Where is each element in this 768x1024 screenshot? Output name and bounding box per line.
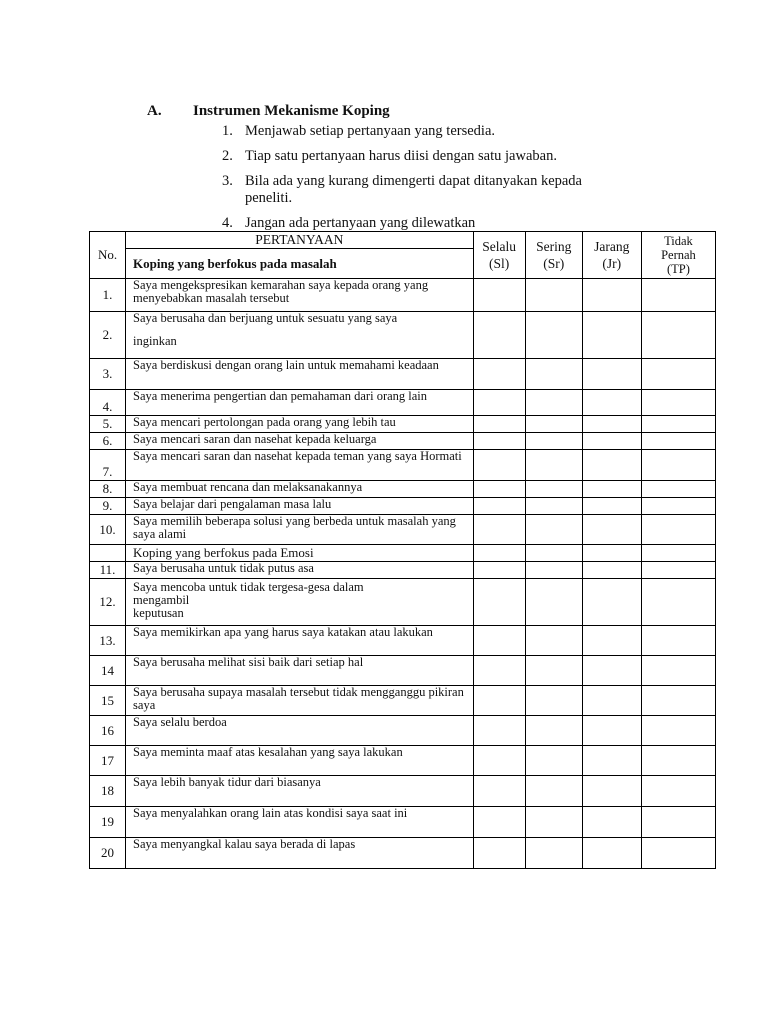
answer-cell-sering[interactable]	[525, 312, 582, 359]
header-label: Sering	[536, 239, 572, 254]
answer-cell-sering[interactable]	[525, 390, 582, 416]
answer-cell-selalu[interactable]	[473, 450, 525, 481]
answer-cell-jarang[interactable]	[582, 481, 641, 498]
row-number: 10.	[90, 515, 126, 545]
answer-cell-selalu[interactable]	[473, 686, 525, 716]
answer-cell-tidak-pernah[interactable]	[641, 716, 715, 746]
row-question: Saya mencari pertolongan pada orang yang lebih tau	[126, 416, 474, 433]
row-number: 4.	[90, 390, 126, 416]
answer-cell-tidak-pernah[interactable]	[641, 481, 715, 498]
answer-cell-empty	[641, 545, 715, 562]
answer-cell-tidak-pernah[interactable]	[641, 390, 715, 416]
row-question: Saya selalu berdoa	[126, 716, 474, 746]
answer-cell-selalu[interactable]	[473, 838, 525, 869]
answer-cell-jarang[interactable]	[582, 433, 641, 450]
table-row	[90, 433, 716, 450]
table-row	[90, 579, 716, 626]
answer-cell-tidak-pernah[interactable]	[641, 279, 715, 312]
table-row	[90, 390, 716, 416]
row-question: Saya berusaha supaya masalah tersebut tidak mengganggu pikiran saya	[126, 686, 474, 716]
table-row	[90, 686, 716, 716]
table-row	[90, 450, 716, 481]
answer-cell-sering[interactable]	[525, 562, 582, 579]
answer-cell-jarang[interactable]	[582, 562, 641, 579]
table-row	[90, 312, 716, 359]
row-number: 2.	[90, 312, 126, 359]
answer-cell-selalu[interactable]	[473, 626, 525, 656]
header-code: (TP)	[666, 262, 690, 276]
answer-cell-selalu[interactable]	[473, 416, 525, 433]
answer-cell-tidak-pernah[interactable]	[641, 746, 715, 776]
answer-cell-selalu[interactable]	[473, 481, 525, 498]
table-row	[90, 626, 716, 656]
answer-cell-tidak-pernah[interactable]	[641, 416, 715, 433]
header-no: No.	[90, 232, 126, 279]
row-number: 9.	[90, 498, 126, 515]
answer-cell-jarang[interactable]	[582, 686, 641, 716]
row-number-empty	[90, 545, 126, 562]
table-row	[90, 481, 716, 498]
answer-cell-selalu[interactable]	[473, 716, 525, 746]
answer-cell-selalu[interactable]	[473, 515, 525, 545]
row-number: 5.	[90, 416, 126, 433]
answer-cell-tidak-pernah[interactable]	[641, 515, 715, 545]
section-header-row	[90, 545, 716, 562]
answer-cell-jarang[interactable]	[582, 359, 641, 390]
row-question-line: Saya berusaha dan berjuang untuk sesuatu yang saya	[133, 311, 398, 325]
answer-cell-jarang[interactable]	[582, 807, 641, 838]
answer-cell-sering[interactable]	[525, 716, 582, 746]
answer-cell-selalu[interactable]	[473, 498, 525, 515]
table-row	[90, 359, 716, 390]
row-number: 8.	[90, 481, 126, 498]
row-question: Saya mencari saran dan nasehat kepada keluarga	[126, 433, 474, 450]
table-row	[90, 716, 716, 746]
answer-cell-sering[interactable]	[525, 776, 582, 807]
answer-cell-tidak-pernah[interactable]	[641, 838, 715, 869]
answer-cell-tidak-pernah[interactable]	[641, 807, 715, 838]
instruction-number: 4.	[222, 215, 233, 231]
header-code: (Sr)	[543, 256, 565, 271]
answer-cell-sering[interactable]	[525, 498, 582, 515]
instruction-number: 2.	[222, 148, 233, 164]
row-question: Saya meminta maaf atas kesalahan yang saya lakukan	[126, 746, 474, 776]
row-number: 18	[90, 776, 126, 807]
table-row	[90, 656, 716, 686]
answer-cell-empty	[473, 545, 525, 562]
answer-cell-selalu[interactable]	[473, 433, 525, 450]
row-question: Saya berdiskusi dengan orang lain untuk memahami keadaan	[126, 359, 474, 390]
header-jarang	[582, 232, 641, 279]
table-header-row	[90, 232, 716, 279]
row-number: 7.	[90, 450, 126, 481]
row-question	[126, 312, 474, 359]
answer-cell-jarang[interactable]	[582, 746, 641, 776]
table-row	[90, 776, 716, 807]
answer-cell-jarang[interactable]	[582, 838, 641, 869]
table-row	[90, 807, 716, 838]
answer-cell-sering[interactable]	[525, 279, 582, 312]
header-label: Pernah	[661, 248, 696, 262]
answer-cell-jarang[interactable]	[582, 498, 641, 515]
row-question: Saya menyalahkan orang lain atas kondisi saya saat ini	[126, 807, 474, 838]
row-question: Saya berusaha melihat sisi baik dari setiap hal	[126, 656, 474, 686]
instruction-text: Bila ada yang kurang dimengerti dapat ditanyakan kepada peneliti.	[245, 173, 582, 206]
answer-cell-tidak-pernah[interactable]	[641, 656, 715, 686]
answer-cell-selalu[interactable]	[473, 279, 525, 312]
header-code: (Jr)	[602, 256, 622, 271]
section-title-problem-focused: Koping yang berfokus pada masalah	[133, 256, 337, 271]
instruction-number: 1.	[222, 123, 233, 139]
answer-cell-sering[interactable]	[525, 450, 582, 481]
answer-cell-selalu[interactable]	[473, 579, 525, 626]
answer-cell-jarang[interactable]	[582, 390, 641, 416]
answer-cell-jarang[interactable]	[582, 656, 641, 686]
row-number: 15	[90, 686, 126, 716]
row-number: 13.	[90, 626, 126, 656]
section-title-emotion-focused: Koping yang berfokus pada Emosi	[126, 545, 474, 562]
answer-cell-tidak-pernah[interactable]	[641, 579, 715, 626]
answer-cell-jarang[interactable]	[582, 515, 641, 545]
header-pertanyaan: PERTANYAAN	[126, 232, 473, 249]
header-label: Selalu	[482, 239, 516, 254]
row-number: 17	[90, 746, 126, 776]
answer-cell-jarang[interactable]	[582, 579, 641, 626]
answer-cell-sering[interactable]	[525, 686, 582, 716]
answer-cell-tidak-pernah[interactable]	[641, 359, 715, 390]
answer-cell-sering[interactable]	[525, 626, 582, 656]
answer-cell-tidak-pernah[interactable]	[641, 776, 715, 807]
table-row	[90, 279, 716, 312]
answer-cell-jarang[interactable]	[582, 716, 641, 746]
answer-cell-empty	[582, 545, 641, 562]
answer-cell-selalu[interactable]	[473, 390, 525, 416]
instruction-text: Menjawab setiap pertanyaan yang tersedia.	[245, 123, 496, 139]
answer-cell-sering[interactable]	[525, 579, 582, 626]
answer-cell-jarang[interactable]	[582, 626, 641, 656]
answer-cell-tidak-pernah[interactable]	[641, 498, 715, 515]
row-number: 19	[90, 807, 126, 838]
answer-cell-tidak-pernah[interactable]	[641, 312, 715, 359]
row-question: Saya belajar dari pengalaman masa lalu	[126, 498, 474, 515]
row-number: 1.	[90, 279, 126, 312]
row-question: Saya menerima pengertian dan pemahaman dari orang lain	[126, 390, 474, 416]
answer-cell-selalu[interactable]	[473, 359, 525, 390]
answer-cell-selalu[interactable]	[473, 807, 525, 838]
answer-cell-sering[interactable]	[525, 433, 582, 450]
row-number: 3.	[90, 359, 126, 390]
answer-cell-sering[interactable]	[525, 416, 582, 433]
answer-cell-jarang[interactable]	[582, 450, 641, 481]
answer-cell-selalu[interactable]	[473, 776, 525, 807]
header-tidak-pernah	[641, 232, 715, 279]
table-row	[90, 746, 716, 776]
row-question: Saya mengekspresikan kemarahan saya kepada orang yang menyebabkan masalah tersebut	[126, 279, 474, 312]
answer-cell-sering[interactable]	[525, 515, 582, 545]
table-row	[90, 498, 716, 515]
answer-cell-tidak-pernah[interactable]	[641, 450, 715, 481]
row-number: 16	[90, 716, 126, 746]
row-number: 14	[90, 656, 126, 686]
header-code: (Sl)	[489, 256, 510, 271]
instruction-number: 3.	[222, 173, 233, 189]
header-label: Tidak	[664, 234, 693, 248]
coping-questionnaire-table	[89, 231, 716, 869]
answer-cell-jarang[interactable]	[582, 416, 641, 433]
row-question-line: Saya mencoba untuk tidak tergesa-gesa dalam mengambil	[133, 580, 364, 607]
header-sering	[525, 232, 582, 279]
answer-cell-empty	[525, 545, 582, 562]
table-row	[90, 416, 716, 433]
answer-cell-tidak-pernah[interactable]	[641, 626, 715, 656]
row-question: Saya memikirkan apa yang harus saya katakan atau lakukan	[126, 626, 474, 656]
row-question: Saya menyangkal kalau saya berada di lapas	[126, 838, 474, 869]
answer-cell-sering[interactable]	[525, 481, 582, 498]
answer-cell-sering[interactable]	[525, 838, 582, 869]
row-number: 6.	[90, 433, 126, 450]
answer-cell-sering[interactable]	[525, 656, 582, 686]
answer-cell-sering[interactable]	[525, 359, 582, 390]
answer-cell-selalu[interactable]	[473, 562, 525, 579]
answer-cell-tidak-pernah[interactable]	[641, 433, 715, 450]
row-number: 20	[90, 838, 126, 869]
row-number: 12.	[90, 579, 126, 626]
row-number: 11.	[90, 562, 126, 579]
instruction-text: Tiap satu pertanyaan harus diisi dengan satu jawaban.	[245, 148, 557, 164]
row-question: Saya memilih beberapa solusi yang berbeda untuk masalah yang saya alami	[126, 515, 474, 545]
answer-cell-sering[interactable]	[525, 746, 582, 776]
row-question	[126, 579, 474, 626]
answer-cell-jarang[interactable]	[582, 776, 641, 807]
answer-cell-selalu[interactable]	[473, 656, 525, 686]
answer-cell-jarang[interactable]	[582, 312, 641, 359]
header-label: Jarang	[594, 239, 630, 254]
answer-cell-selalu[interactable]	[473, 312, 525, 359]
answer-cell-tidak-pernah[interactable]	[641, 686, 715, 716]
answer-cell-jarang[interactable]	[582, 279, 641, 312]
answer-cell-tidak-pernah[interactable]	[641, 562, 715, 579]
row-question-line: inginkan	[133, 334, 177, 348]
instruction-text: Jangan ada pertanyaan yang dilewatkan	[245, 215, 476, 231]
row-question: Saya berusaha untuk tidak putus asa	[126, 562, 474, 579]
table-row	[90, 838, 716, 869]
table-row	[90, 562, 716, 579]
header-selalu	[473, 232, 525, 279]
header-question-cell	[126, 232, 474, 279]
answer-cell-sering[interactable]	[525, 807, 582, 838]
section-letter: A.	[147, 103, 162, 119]
row-question: Saya membuat rencana dan melaksanakannya	[126, 481, 474, 498]
table-row	[90, 515, 716, 545]
section-title: Instrumen Mekanisme Koping	[193, 103, 390, 119]
row-question-line: keputusan	[133, 606, 184, 620]
answer-cell-selalu[interactable]	[473, 746, 525, 776]
row-question: Saya lebih banyak tidur dari biasanya	[126, 776, 474, 807]
row-question: Saya mencari saran dan nasehat kepada teman yang saya Hormati	[126, 450, 474, 481]
